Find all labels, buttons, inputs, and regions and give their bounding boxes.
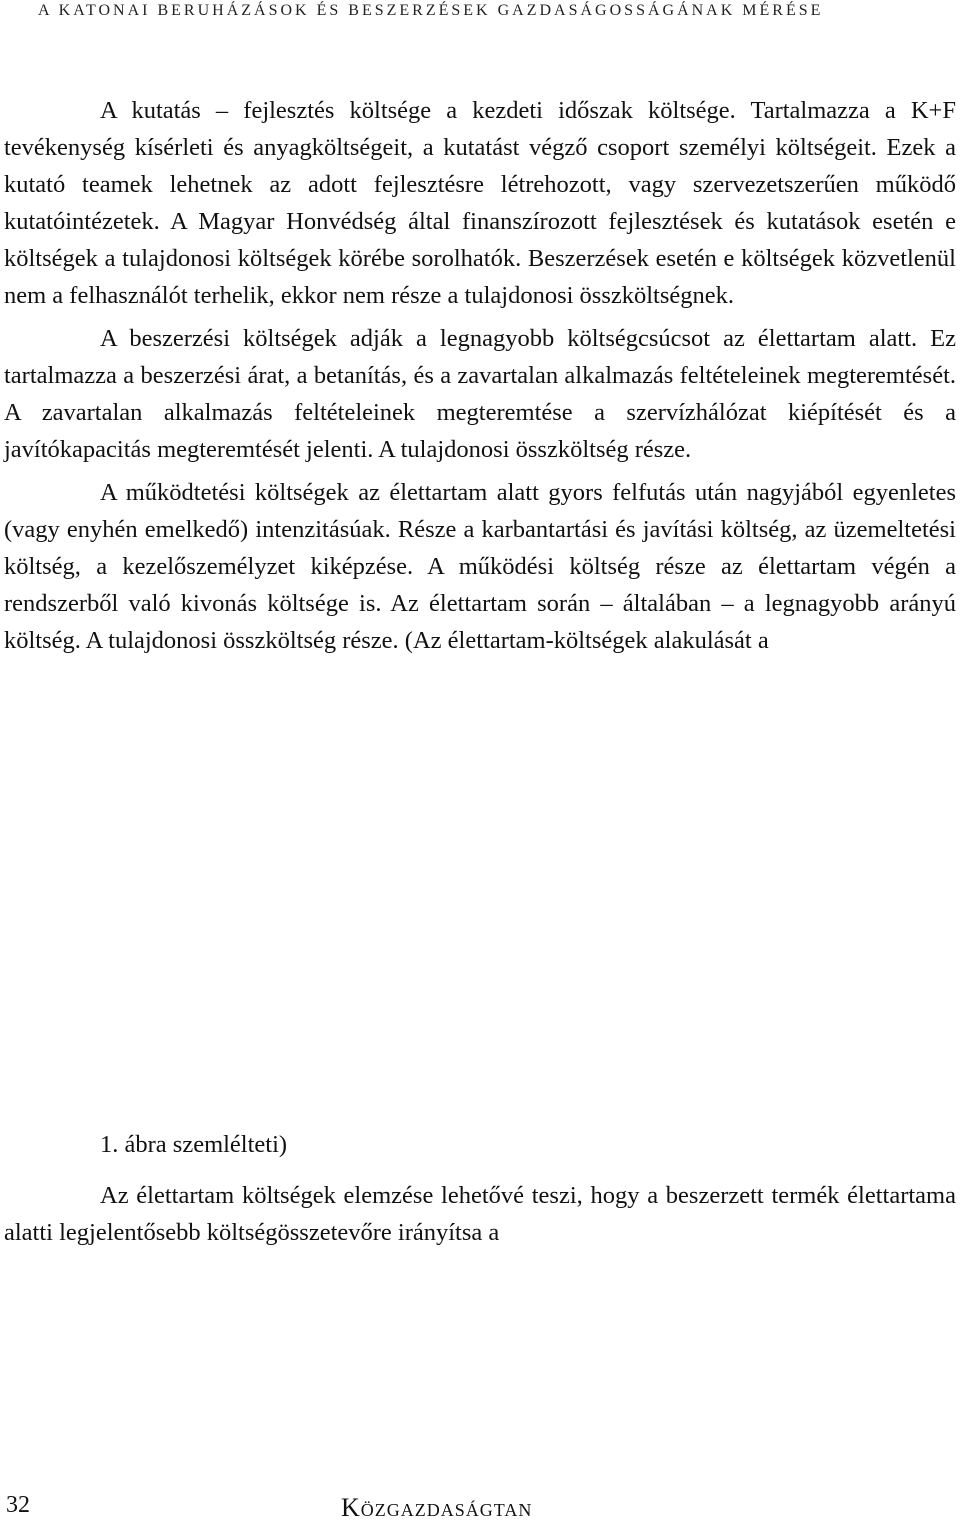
page-number: 32 <box>6 1492 30 1518</box>
figure-placeholder <box>4 659 956 1126</box>
paragraph-lifecycle-analysis: Az élettartam költségek elemzése lehetővé teszi, hogy a beszerzett termék élettartama alatti legjelentősebb költségösszetevőre irányítsa a <box>4 1182 956 1246</box>
figure-reference: 1. ábra szemlélteti) <box>100 1131 288 1158</box>
paragraph-rd-costs: A kutatás – fejlesztés költsége a kezdeti időszak költsége. Tartalmazza a K+F tevékenység kísérleti és anyagköltségeit, a kutatást végző csoport személyi költségeit. Ezek a kutató teamek lehetnek az adott fejlesztésre létrehozott, vagy szervezetszerűen működő kutatóintézetek. A Magyar Honvédség által finanszírozott fejlesztések és kutatások esetén e költségek a tulajdonosi költségek körébe sorolhatók. Beszerzések esetén e költségek közvetlenül nem a felhasználót terhelik, ekkor nem része a tulajdonosi összköltségnek. <box>4 97 956 309</box>
paragraph-operating-costs: A működtetési költségek az élettartam alatt gyors felfutás után nagyjából egyenletes (vagy enyhén emelkedő) intenzitásúak. Része a karbantartási és javítási költség, az üzemeltetési költség, a kezelőszemélyzet kiképzése. A működési költség része az élettartam végén a rendszerből való kivonás költsége is. Az élettartam során – általában – a legnagyobb arányú költség. A tulajdonosi összköltség része. (Az élettartam-költségek alakulását a <box>4 479 956 654</box>
journal-title: Közgazdaságtan <box>341 1493 533 1522</box>
article-body <box>4 92 956 1251</box>
running-header: A KATONAI BERUHÁZÁSOK ÉS BESZERZÉSEK GAZDASÁGOSSÁGÁNAK MÉRÉSE <box>38 2 824 19</box>
paragraph-acquisition-costs: A beszerzési költségek adják a legnagyobb költségcsúcsot az élettartam alatt. Ez tartalmazza a beszerzési árat, a betanítás, és a zavartalan alkalmazás feltételeinek megteremtését. A zavartalan alkalmazás feltételeinek megteremtése a szervízhálózat kiépítését és a javítókapacitás megteremtését jelenti. A tulajdonosi összköltség része. <box>4 325 956 463</box>
